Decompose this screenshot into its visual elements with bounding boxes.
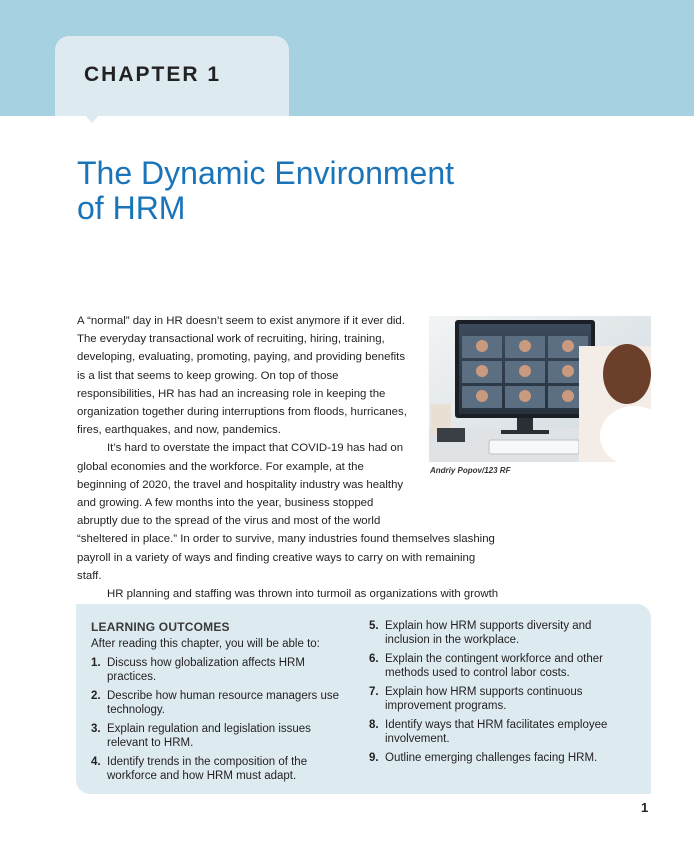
learning-outcome-number: 8. <box>369 719 379 731</box>
learning-outcome-number: 2. <box>91 690 101 702</box>
learning-outcomes-right-list <box>369 619 631 770</box>
learning-outcome-text: Explain regulation and legislation issues relevant to HRM. <box>107 723 311 749</box>
learning-outcome-item <box>369 619 631 647</box>
learning-outcomes-left-list <box>91 656 341 788</box>
photo-credit: Andriy Popov/123 RF <box>430 466 511 475</box>
learning-outcome-number: 9. <box>369 752 379 764</box>
learning-outcome-item <box>91 722 341 750</box>
learning-outcome-number: 7. <box>369 686 379 698</box>
learning-outcome-text: Explain how HRM supports diversity and inclusion in the workplace. <box>385 620 592 646</box>
learning-outcome-number: 1. <box>91 657 101 669</box>
body-paragraph-2: It’s hard to overstate the impact that COVID-19 has had on global economies and the workforce. For example, at the beginning of 2020, the travel and hospitality industry was healthy and growing. A few months into the year, business stopped abruptly due to the spread of the virus and most of the world <box>77 442 404 528</box>
learning-outcome-item <box>369 751 631 765</box>
learning-outcome-item <box>91 689 341 717</box>
learning-outcomes-intro: After reading this chapter, you will be able to: <box>91 638 320 650</box>
learning-outcome-number: 4. <box>91 756 101 768</box>
page-number: 1 <box>641 800 649 815</box>
body-paragraph-2-end: “sheltered in place.” In order to survive, many industries found themselves slashing payroll in a variety of ways and finding creative ways to carry on with remaining staff. <box>77 533 495 582</box>
chapter-label: CHAPTER 1 <box>84 63 222 86</box>
video-call-illustration <box>429 316 651 462</box>
learning-outcome-item <box>91 755 341 783</box>
learning-outcome-number: 6. <box>369 653 379 665</box>
learning-outcome-text: Describe how human resource managers use technology. <box>107 690 340 716</box>
video-call-photo <box>429 316 651 462</box>
learning-outcome-text: Identify trends in the composition of the workforce and how HRM must adapt. <box>107 756 308 782</box>
learning-outcome-text: Identify ways that HRM facilitates employee involvement. <box>385 719 608 745</box>
learning-outcome-text: Explain the contingent workforce and other methods used to control labor costs. <box>385 653 603 679</box>
learning-outcome-text: Explain how HRM supports continuous improvement programs. <box>385 686 583 712</box>
chapter-title <box>77 156 537 226</box>
learning-outcome-item <box>369 652 631 680</box>
learning-outcomes-title: LEARNING OUTCOMES <box>91 620 230 634</box>
learning-outcome-text: Discuss how globalization affects HRM practices. <box>107 657 305 683</box>
learning-outcome-text: Outline emerging challenges facing HRM. <box>385 752 598 764</box>
learning-outcome-item <box>369 718 631 746</box>
chapter-title-line1: The Dynamic Environment <box>77 155 455 191</box>
chapter-tab-notch <box>84 114 100 123</box>
learning-outcome-number: 3. <box>91 723 101 735</box>
body-paragraph-3: HR planning and staffing was thrown into turmoil as organizations with growth <box>107 588 499 601</box>
body-paragraph-1: A “normal” day in HR doesn’t seem to exist anymore if it ever did. The everyday transactional work of recruiting, hiring, training, developing, evaluating, promoting, paying, and providing benefits is a list that seems to keep growing. On top of those responsibilities, HR has had an increasing role in keeping the organization together during interruptions from floods, hurricanes, fires, earthquakes, and now, pandemics. <box>77 315 407 437</box>
learning-outcome-item <box>369 685 631 713</box>
learning-outcome-item <box>91 656 341 684</box>
learning-outcome-number: 5. <box>369 620 379 632</box>
chapter-title-line2: of HRM <box>77 190 186 226</box>
